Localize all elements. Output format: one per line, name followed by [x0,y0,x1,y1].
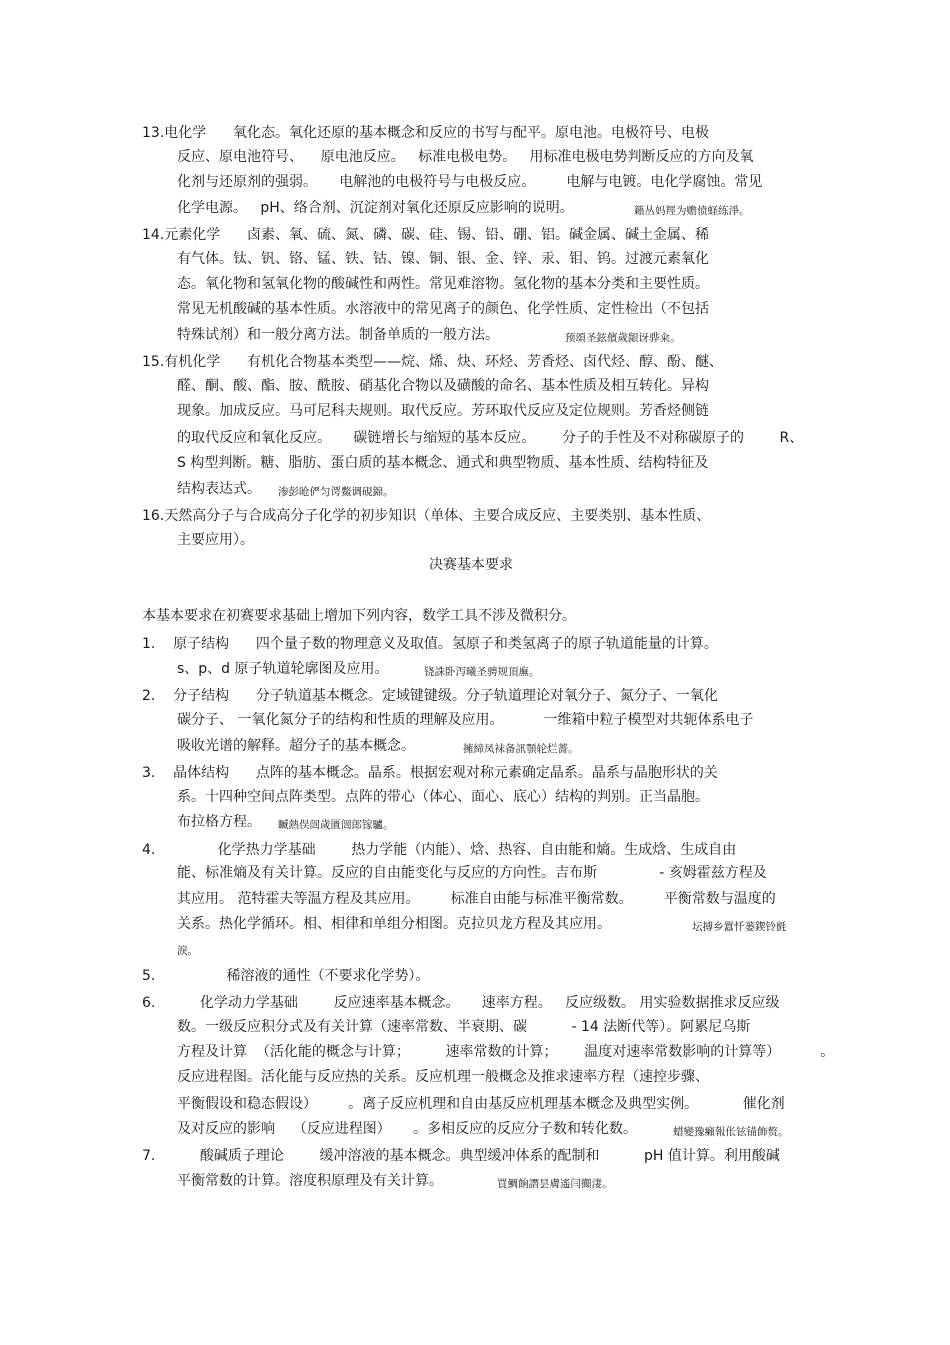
item-14-line-1: 14.元素化学 卤素、氧、硫、氮、磷、碳、硅、锡、铅、硼、铝。碱金属、碱土金属、稀 [142,227,709,243]
item-15-line-3: 现象。加成反应。马可尼科夫规则。取代反应。芳环取代反应及定位规则。芳香烃侧链 [177,403,709,419]
final-item-3-line-1: 3. 晶体结构 点阵的基本概念。晶系。根据宏观对称元素确定晶系。晶系与晶胞形状的关 [142,765,718,781]
intro-paragraph: 本基本要求在初赛要求基础上增加下列内容，数学工具不涉及微积分。 [142,608,576,624]
final-item-4-line-2: 能、标准熵及有关计算。反应的自由能变化与反应的方向性。吉布斯 - 亥姆霍兹方程及 [177,865,767,881]
final-item-2-line-2: 碳分子、 一氧化氮分子的结构和性质的理解及应用。 一维箱中粒子模型对共轭体系电子 [177,712,754,728]
noise-text: 擁締凤袜备訊顎轮烂薔。 [463,743,579,755]
final-item-6-line-1: 6. 化学动力学基础 反应速率基本概念。 速率方程。 反应级数。 用实验数据推求反应级 [142,995,780,1011]
noise-text: 淚。 [177,945,198,957]
final-item-1-line-1: 1. 原子结构 四个量子数的物理意义及取值。氢原子和类氢离子的原子轨道能量的计算。 [142,636,718,652]
final-item-7-line-1: 7. 酸碱质子理论 缓冲溶液的基本概念。典型缓冲体系的配制和 pH 值计算。利用酸碱 [142,1148,780,1164]
final-item-1-line-2: s、p、d 原子轨道轮廓图及应用。 [177,661,389,677]
item-14-line-4: 常见无机酸碱的基本性质。水溶液中的常见离子的颜色、化学性质、定性检出（不包括 [177,301,709,317]
final-item-4-line-3: 其应用。 范特霍夫等温方程及其应用。 标准自由能与标准平衡常数。 平衡常数与温度的 [177,891,776,907]
final-item-7-line-2: 平衡常数的计算。溶度积原理及有关计算。 [177,1173,443,1189]
final-item-4-line-1: 4. 化学热力学基础 热力学能（内能）、焓、热容、自由能和熵。生成焓、生成自由 [142,842,737,858]
final-item-6-line-5: 平衡假设和稳态假设） 。离子反应机理和自由基反应机理基本概念及典型实例。 催化剂 [177,1096,785,1112]
item-15-line-5: S 构型判断。糖、脂肪、蛋白质的基本概念、通式和典型物质、基本性质、结构特征及 [177,455,709,471]
noise-text: 预頌圣鉉儐歲龈讶骅籴。 [565,332,681,344]
noise-text: 铙誅卧泻曦圣骋规頂廡。 [424,666,540,678]
final-item-6-line-3: 方程及计算 （活化能的概念与计算； 速率常数的计算； 温度对速率常数影响的计算等） 。 [177,1044,835,1060]
item-14-line-2: 有气体。钛、钒、铬、锰、铁、钴、镍、铜、银、金、锌、汞、钼、钨。过渡元素氧化 [177,251,709,267]
item-13-line-2: 反应、原电池符号、 原电池反应。 标准电极电势。 用标准电极电势判断反应的方向及氧 [177,149,754,165]
item-14-line-3: 态。氧化物和氢氧化物的酸碱性和两性。常见难溶物。氢化物的基本分类和主要性质。 [177,276,709,292]
item-15-line-6: 结构表达式。 [177,481,261,497]
noise-text: 買鯛餉譖昙膚遙闫攧淒。 [497,1178,613,1190]
noise-text: 蜡變豫癩報伥铉锚飾赘。 [673,1126,789,1138]
item-15-line-4: 的取代反应和氧化反应。 碳链增长与缩短的基本反应。 分子的手性及不对称碳原子的 R、 [177,430,804,446]
final-item-2-line-1: 2. 分子结构 分子轨道基本概念。定域键键级。分子轨道理论对氧分子、氮分子、一氧化 [142,688,718,704]
item-13-line-4: 化学电源。 pH、络合剂、沉淀剂对氧化还原反应影响的说明。 [177,200,574,216]
item-16-line-2: 主要应用）。 [177,532,254,548]
final-item-6-line-4: 反应进程图。活化能与反应热的关系。反应机理一般概念及推求速率方程（速控步骤、 [177,1069,709,1085]
final-item-2-line-3: 吸收光谱的解释。超分子的基本概念。 [177,738,415,754]
final-item-5: 5. 稀溶液的通性（不要求化学势）。 [142,968,430,984]
item-13-line-1: 13.电化学 氧化态。氧化还原的基本概念和反应的书写与配平。原电池。电极符号、电极 [142,125,709,141]
noise-text: 贓熱俣闿歲匱闿郎镓驢。 [278,819,394,831]
section-title: 决赛基本要求 [429,557,513,573]
item-16-line-1: 16.天然高分子与合成高分子化学的初步知识（单体、主要合成反应、主要类别、基本性质、 [142,508,711,524]
noise-text: 籟丛妈羥为赡偾蛏练淨。 [634,205,750,217]
final-item-6-line-6: 及对反应的影响 （反应进程图） 。多相反应的反应分子数和转化数。 [177,1121,638,1137]
final-item-3-line-3: 布拉格方程。 [177,814,261,830]
item-13-line-3: 化剂与还原剂的强弱。 电解池的电极符号与电极反应。 电解与电镀。电化学腐蚀。常见 [177,174,763,190]
item-15-line-2: 醛、酮、酸、酯、胺、酰胺、硝基化合物以及磺酸的命名、基本性质及相互转化。异构 [177,378,709,394]
final-item-3-line-2: 系。十四种空间点阵类型。点阵的带心（体心、面心、底心）结构的判别。正当晶胞。 [177,789,709,805]
final-item-4-line-4: 关系。热化学循环。相、相律和单组分相图。克拉贝龙方程及其应用。 [177,916,611,932]
item-14-line-5: 特殊试剂）和一般分离方法。制备单质的一般方法。 [177,327,499,343]
noise-text: 坛搏乡囂忏蒌鍥铃氈 [692,921,787,933]
final-item-6-line-2: 数。一级反应积分式及有关计算（速率常数、半衰期、碳 - 14 法断代等）。阿累尼乌斯 [177,1019,751,1035]
noise-text: 渗彭呛俨匀谔鱉调硯錦。 [278,486,394,498]
item-15-line-1: 15.有机化学 有机化合物基本类型——烷、烯、炔、环烃、芳香烃、卤代烃、醇、酚、醚、 [142,354,723,370]
